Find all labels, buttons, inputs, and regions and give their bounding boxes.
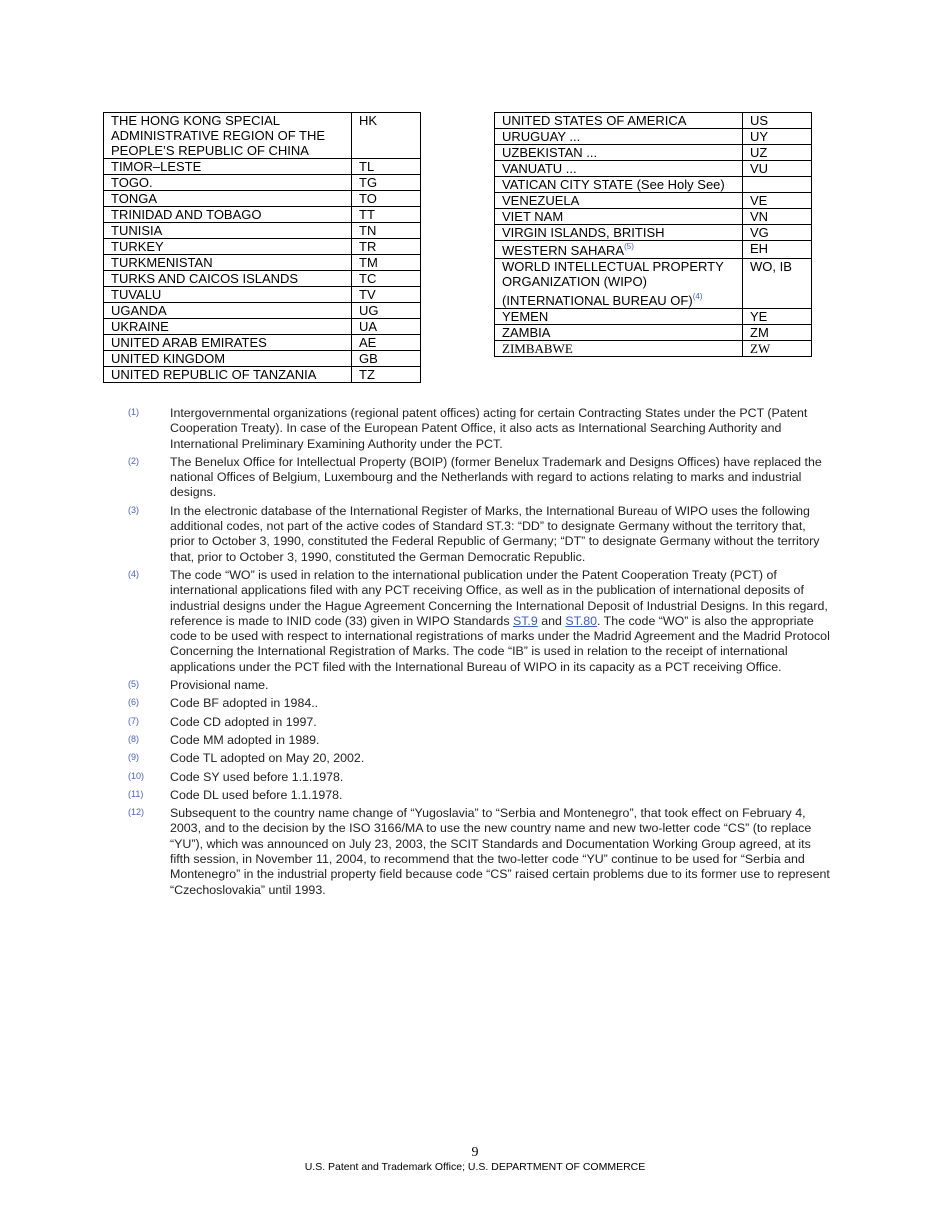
table-row [495,113,812,129]
country-name: VIRGIN ISLANDS, BRITISH [495,225,743,241]
footnote-number: (9) [128,752,139,763]
country-code: TL [352,159,421,175]
footnote-text: Code TL adopted on May 20, 2002. [170,751,365,766]
footnote-number: (11) [128,788,144,799]
footnote-text: Intergovernmental organizations (regional patent offices) acting for certain Contracting States under the PCT (Patent Cooperation Treaty). In case of the European Patent Office, it also acts as International Searching Authority and International Preliminary Examining Authority under the PCT. [170,406,808,451]
country-name: TOGO. [104,175,352,191]
table-row [104,175,421,191]
country-name: URUGUAY ... [495,129,743,145]
footnote-text: The Benelux Office for Intellectual Property (BOIP) (former Benelux Trademark and Designs Offices) have replaced the national Offices of Belgium, Luxembourg and the Netherlands with regard to actions relating to marks and industrial designs. [170,454,822,500]
footnote [128,406,830,452]
footnote-text: Code SY used before 1.1.1978. [170,769,344,784]
country-code: UY [743,129,812,145]
country-code: VE [743,193,812,209]
country-code: TG [352,175,421,191]
country-code: US [743,113,812,129]
table-row [104,335,421,351]
country-code: TN [352,223,421,239]
country-code: UZ [743,145,812,161]
footnote [128,788,830,803]
country-code: UG [352,303,421,319]
country-code: TC [352,271,421,287]
st80-link[interactable]: ST.80 [565,613,598,628]
table-row [104,223,421,239]
country-code: AE [352,335,421,351]
country-name: YEMEN [495,309,743,325]
table-row [104,255,421,271]
table-row [495,241,812,259]
footnote-text: In the electronic database of the International Register of Marks, the International Bureau of WIPO uses the following additional codes, not part of the active codes of Standard ST.3: “DD” to designate Germany without the territory that, prior to October 3, 1990, constituted the Federal Republic of Germany; “DT” to designate Germany without the territory that, prior to October 3, 1990, constituted the German Democratic Republic. [170,503,820,564]
country-code: EH [743,241,812,259]
table-row [104,319,421,335]
country-code: TR [352,239,421,255]
country-name: UKRAINE [104,319,352,335]
table-row [495,145,812,161]
country-name: TURKS AND CAICOS ISLANDS [104,271,352,287]
country-name: UNITED KINGDOM [104,351,352,367]
country-name: TONGA [104,191,352,207]
footnote [128,678,830,693]
page-footer: U.S. Patent and Trademark Office; U.S. DEPARTMENT OF COMMERCE [304,1161,646,1173]
table-row [495,161,812,177]
country-code-table-left [103,112,421,383]
country-code: UA [352,319,421,335]
footnote [128,733,830,748]
country-code: ZW [743,341,812,357]
country-name-cell [495,241,743,259]
footnote-number: (5) [128,679,139,690]
footnote-text: and [537,613,566,628]
country-code [743,177,812,193]
footnote-text: Subsequent to the country name change of “Yugoslavia” to “Serbia and Montenegro”, that took effect on February 4, 2003, and to the decision by the ISO 3166/MA to use the new country name and new two-letter code “CS” (to replace “YU”), which was announced on July 23, 2003, the SCIT Standards and Documentation Working Group agreed, at its fifth session, in November 11, 2004, to recommend that the two-letter code “YU” continue to be used for “Serbia and Montenegro” in the industrial property field because code “CS” raised certain problems due to its former use to represent “Czechoslovakia” until 1993. [170,806,830,897]
country-code: TO [352,191,421,207]
country-name-cell [495,259,743,309]
country-code: WO, IB [743,259,812,309]
footnote [128,696,830,711]
country-name: TURKEY [104,239,352,255]
country-name: WESTERN SAHARA [502,243,625,258]
footnote-number: (3) [128,504,139,515]
table-row [104,239,421,255]
country-code: ZM [743,325,812,341]
country-name-continued: (INTERNATIONAL BUREAU OF) [502,293,693,308]
footnote-number: (4) [128,568,139,579]
table-row [104,287,421,303]
table-row [104,191,421,207]
country-code: VN [743,209,812,225]
country-name: VIET NAM [495,209,743,225]
country-code: HK [352,113,421,159]
table-row [495,325,812,341]
table-row [104,271,421,287]
footnote-text: Code DL used before 1.1.1978. [170,787,343,802]
footnote-text: Code MM adopted in 1989. [170,732,320,747]
footnote-text: Provisional name. [170,678,269,693]
table-row [104,159,421,175]
country-name: UGANDA [104,303,352,319]
table-row [104,303,421,319]
footnote-text: Code CD adopted in 1997. [170,714,317,729]
footnote [128,455,830,501]
table-row [495,259,812,309]
country-name: VATICAN CITY STATE (See Holy See) [495,177,743,193]
country-name: UNITED ARAB EMIRATES [104,335,352,351]
country-code: YE [743,309,812,325]
country-name: TUNISIA [104,223,352,239]
table-row [104,351,421,367]
footnote-ref: (5) [624,242,634,251]
footnotes [128,406,830,901]
footnote-number: (7) [128,715,139,726]
table-row [104,367,421,383]
country-name: UNITED STATES OF AMERICA [495,113,743,129]
footnote [128,770,830,785]
country-name: UZBEKISTAN ... [495,145,743,161]
country-name: UNITED REPUBLIC OF TANZANIA [104,367,352,383]
footnote-number: (6) [128,697,139,708]
page-number: 9 [471,1145,479,1160]
footnote-number: (12) [128,807,145,818]
country-name: ZIMBABWE [495,341,743,357]
table-row [495,129,812,145]
country-code: TV [352,287,421,303]
footnote-number: (8) [128,733,139,744]
country-code: GB [352,351,421,367]
footnote-number: (10) [128,770,145,781]
footnote [128,568,830,675]
country-code: VU [743,161,812,177]
table-row [495,225,812,241]
country-name: VANUATU ... [495,161,743,177]
footnote [128,806,830,898]
footnote-text: The code “WO” is used in relation to the international publication under the Patent Cooperation Treaty (PCT) of international applications filed with any PCT receiving Office, as well as in the publication of international deposits of industrial designs under the Hague Agreement Concerning the International Deposit of Industrial Designs. In this regard, reference is made to INID code (33) given in WIPO Standards [170,567,828,628]
country-name: TUVALU [104,287,352,303]
table-row [495,341,812,357]
country-code: TT [352,207,421,223]
table-row [495,193,812,209]
table-row [104,207,421,223]
country-code: TZ [352,367,421,383]
footnote [128,715,830,730]
st9-link[interactable]: ST.9 [512,613,538,628]
footnote-ref: (4) [692,292,703,301]
table-row [104,113,421,159]
footnote-number: (1) [128,407,139,417]
country-name: ZAMBIA [495,325,743,341]
footnote-text: Code BF adopted in 1984.. [170,696,319,711]
country-name: THE HONG KONG SPECIAL ADMINISTRATIVE REGION OF THE PEOPLE’S REPUBLIC OF CHINA [104,113,352,159]
country-name: TIMOR–LESTE [104,159,352,175]
country-name: TRINIDAD AND TOBAGO [104,207,352,223]
country-code-table-right [494,112,812,357]
footnote [128,504,830,565]
footnote-text-container [170,568,830,675]
country-code: VG [743,225,812,241]
table-row [495,177,812,193]
footnote-number: (2) [128,455,139,466]
country-name: TURKMENISTAN [104,255,352,271]
footnote-text: . The code “WO” is also the appropriate code to be used with respect to international registrations of marks under the Madrid Agreement and the Madrid Protocol Concerning the International Registration of Marks. The code “IB” is used in relation to the receipt of international applications under the PCT filed with the International Bureau of WIPO in its capacity as a PCT receiving Office. [170,613,830,674]
country-code: TM [352,255,421,271]
footnote [128,751,830,766]
table-row [495,209,812,225]
table-row [495,309,812,325]
country-name: VENEZUELA [495,193,743,209]
country-name: WORLD INTELLECTUAL PROPERTY ORGANIZATION (WIPO) [502,259,724,289]
